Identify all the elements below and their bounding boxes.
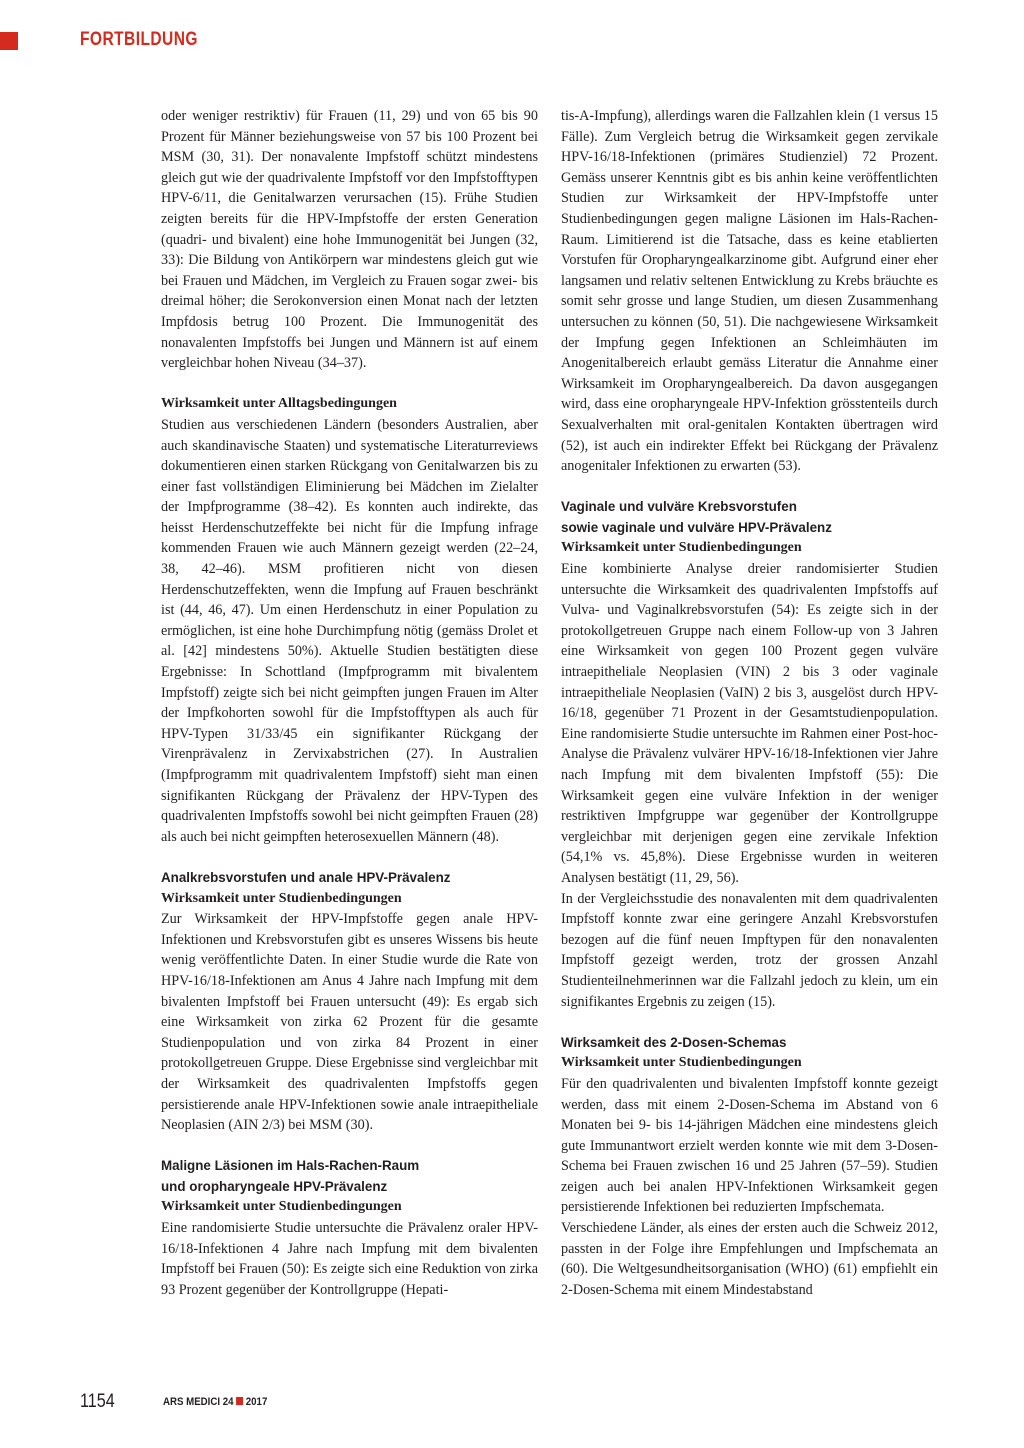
- body-paragraph: Zur Wirksamkeit der HPV-Impfstoffe gegen anale HPV-Infektionen und Krebsvorstufen gibt es unseres Wissens bis heute wenig veröffentlichte Daten. In einer Studie wurde die Rate von HPV-16/18-Infektionen am Anus 4 Jahre nach Impfung mit dem bivalenten Impfstoff bei Frauen untersucht (49): Es ergab sich eine Wirksamkeit von zirka 62 Prozent für die gesamte Studienpopulation und von zirka 84 Prozent in einer protokollgetreuen Gruppe. Diese Ergebnisse sind vergleichbar mit der Wirksamkeit des quadrivalenten Impfstoffs gegen persistierende anale HPV-Infektionen sowie anale intraepitheliale Neoplasien (AIN 2/3) bei MSM (30).: [161, 911, 538, 1134]
- journal-info: [163, 1396, 267, 1408]
- body-paragraph: oder weniger restriktiv) für Frauen (11, 29) und von 65 bis 90 Prozent für Männer beziehungsweise von 57 bis 100 Prozent bei MSM (30, 31). Der nonavalente Impfstoff schützt mindestens gleich gut wie der quadrivalente Impfstoff vor den Impfstofftypen HPV-6/11, die Genitalwarzen verursachen (15). Frühe Studien zeigten bereits für die HPV-Impfstoffe der ersten Generation (quadri- und bivalent) eine hohe Immunogenität bei Jungen (32, 33): Die Bildung von Antikörpern war mindestens gleich gut wie bei Frauen und Mädchen, im Vergleich zu Frauen sogar zwei- bis dreimal höher; die Serokonversion einen Monat nach der letzten Impfdosis betrug 100 Prozent. Die Immunogenität des nonavalenten Impfstoffs bei Jungen und Männern ist auf einem vergleichbar hohen Niveau (34–37).: [161, 108, 538, 372]
- body-paragraph: Eine kombinierte Analyse dreier randomisierter Studien untersuchte die Wirksamkeit des quadrivalenten Impfstoffs auf Vulva- und Vaginalkrebsvorstufen (54): Es zeigte sich in der protokollgetreuen Gruppe nach einem Follow-up von 3 Jahren eine Wirksamkeit von gegen 100 Prozent gegen vulväre intraepitheliale Neoplasien (VIN) 2 bis 3 oder vaginale intraepitheliale Neoplasien (VaIN) 2 bis 3, ausgelöst durch HPV-16/18, gegenüber 71 Prozent in der Gesamtstudienpopulation. Eine randomisierte Studie untersuchte im Rahmen einer Post-hoc-Analyse die Prävalenz vulvärer HPV-16/18-Infektionen vier Jahre nach Impfung mit dem bivalenten Impfstoff (55): Die Wirksamkeit gegen eine vulväre Infektion in der weniger restriktiven Impfgruppe war gegenüber der Kontrollgruppe vergleichbar mit derjenigen gegen eine zervikale Infektion (54,1% vs. 45,8%). Diese Ergebnisse wurden in weiteren Analysen bestätigt (11, 29, 56).: [561, 561, 938, 886]
- header-accent-square: [0, 32, 18, 50]
- right-text-column: [561, 106, 938, 1300]
- section-heading: Vaginale und vulväre Krebsvorstufen: [561, 499, 797, 515]
- subheading: Wirksamkeit unter Studienbedingungen: [561, 1055, 802, 1071]
- journal-name: ARS MEDICI 24: [163, 1396, 234, 1408]
- subheading: Wirksamkeit unter Studienbedingungen: [161, 1199, 402, 1215]
- subheading: Wirksamkeit unter Studienbedingungen: [561, 540, 802, 556]
- body-paragraph: Verschiedene Länder, als eines der ersten auch die Schweiz 2012, passten in der Folge ihre Empfehlungen und Impfschemata an (60). Die Weltgesundheitsorganisation (WHO) (61) empfiehlt ein 2-Dosen-Schema mit einem Mindestabstand: [561, 1220, 938, 1298]
- body-paragraph: Für den quadrivalenten und bivalenten Impfstoff konnte gezeigt werden, dass mit einem 2-Dosen-Schema im Abstand von 6 Monaten bei 9- bis 14-jährigen Mädchen eine mindestens gleich gute Immunantwort erzielt werden konnte wie mit dem 3-Dosen-Schema bei Frauen zwischen 16 und 25 Jahren (57–59). Studien zeigen auch bei analen HPV-Infektionen Wirksamkeit gegen persistierende Infektionen bei reduzierten Impfschemata.: [561, 1075, 938, 1216]
- section-heading: Analkrebsvorstufen und anale HPV-Prävalenz: [161, 869, 451, 885]
- section-heading: und oropharyngeale HPV-Prävalenz: [161, 1178, 388, 1194]
- paragraph-spacer: [561, 1012, 938, 1033]
- page-number: 1154: [80, 1391, 115, 1412]
- footer-accent-square: [236, 1397, 243, 1405]
- body-paragraph: Eine randomisierte Studie untersuchte die Prävalenz oraler HPV-16/18-Infektionen 4 Jahre nach Impfung mit dem bivalenten Impfstoff bei Frauen (50): Es zeigte sich eine Reduktion von zirka 93 Prozent gegenüber der Kontrollgruppe (Hepati-: [161, 1220, 538, 1298]
- body-paragraph: tis-A-Impfung), allerdings waren die Fallzahlen klein (1 versus 15 Fälle). Zum Vergleich betrug die Wirksamkeit gegen zervikale HPV-16/18-Infektionen (primäres Studienziel) 72 Prozent. Gemäss unserer Kenntnis gibt es bis anhin keine veröffentlichten Studien zur Wirksamkeit der HPV-Impfstoffe unter Studienbedingungen gegen maligne Läsionen im Hals-Rachen-Raum. Limitierend ist die Tatsache, dass es keine etablierten Vorstufen für Oropharyngealkarzinome gibt. Aufgrund einer eher langsamen und relativ seltenen Entwicklung zu Krebs bräuchte es somit sehr grosse und lange Studien, um diesen Zusammenhang untersuchen zu können (50, 51). Die nachgewiesene Wirksamkeit der Impfung gegen Infektionen an Schleimhäuten im Anogenitalbereich erlaubt gemäss Literatur die Annahme einer Wirksamkeit im Oropharyngealbereich. Da davon ausgegangen wird, dass eine oropharyngeale HPV-Infektion grösstenteils durch Sexualverhalten mit oral-genitalen Kontakten übertragen wird (52), ist auch ein indirekter Effekt bei Rückgang der Prävalenz anogenitaler Infektionen zu erwarten (53).: [561, 108, 938, 475]
- paragraph-spacer: [161, 1136, 538, 1157]
- paragraph-spacer: [561, 477, 938, 498]
- paragraph-spacer: [161, 847, 538, 868]
- body-paragraph: In der Vergleichsstudie des nonavalenten mit dem quadrivalenten Impfstoff konnte zwar eine geringere Anzahl Krebsvorstufen bezogen auf die fünf neuen Impftypen für den nonavalenten Impfstoff gezeigt werden, trotz der grossen Anzahl Studienteilnehmerinnen war die Fallzahl jedoch zu klein, um ein signifikantes Ergebnis zu zeigen (15).: [561, 890, 938, 1010]
- journal-year: 2017: [245, 1396, 268, 1408]
- body-paragraph: Studien aus verschiedenen Ländern (besonders Australien, aber auch skandinavische Staaten) und systematische Literaturreviews dokumentieren einen starken Rückgang von Genitalwarzen bis zu einer fast vollständigen Eliminierung bei Mädchen im Zielalter der Impfprogramme (38–42). Es konnten auch indirekte, das heisst Herdenschutzeffekte bei nicht für die Impfung infrage kommenden Frauen wie auch Männern gezeigt werden (22–24, 38, 42–46). MSM profitieren nicht von diesen Herdenschutzeffekten, wenn die Impfung auf Frauen beschränkt ist (44, 46, 47). Um einen Herdenschutz in einer Population zu ermöglichen, ist eine hohe Durchimpfung nötig (gemäss Drolet et al. [42] mindestens 50%). Aktuelle Studien bestätigten diese Ergebnisse: In Schottland (Impfprogramm mit bivalentem Impfstoff) zeigte sich bei nicht geimpften jungen Frauen im Alter der Impfkohorten sowohl für die Impfstofftypen als auch für HPV-Typen 31/33/45 ein signifikanter Rückgang der Virenprävalenz in Zervixabstrichen (27). In Australien (Impfprogramm mit quadrivalentem Impfstoff) sieht man einen signifikanten Rückgang der Prävalenz der HPV-Typen des quadrivalenten Impfstoffs sowohl bei nicht geimpften Frauen (28) als auch bei nicht geimpften heterosexuellen Männern (48).: [161, 416, 538, 845]
- section-heading: Maligne Läsionen im Hals-Rachen-Raum: [161, 1158, 420, 1174]
- left-text-column: [161, 106, 538, 1300]
- subheading: Wirksamkeit unter Studienbedingungen: [161, 890, 402, 906]
- section-label: FORTBILDUNG: [80, 29, 198, 50]
- section-heading: Wirksamkeit des 2-Dosen-Schemas: [561, 1034, 787, 1050]
- subheading: Wirksamkeit unter Alltagsbedingungen: [161, 396, 397, 412]
- paragraph-spacer: [161, 374, 538, 395]
- section-heading: sowie vaginale und vulväre HPV-Prävalenz: [561, 519, 832, 535]
